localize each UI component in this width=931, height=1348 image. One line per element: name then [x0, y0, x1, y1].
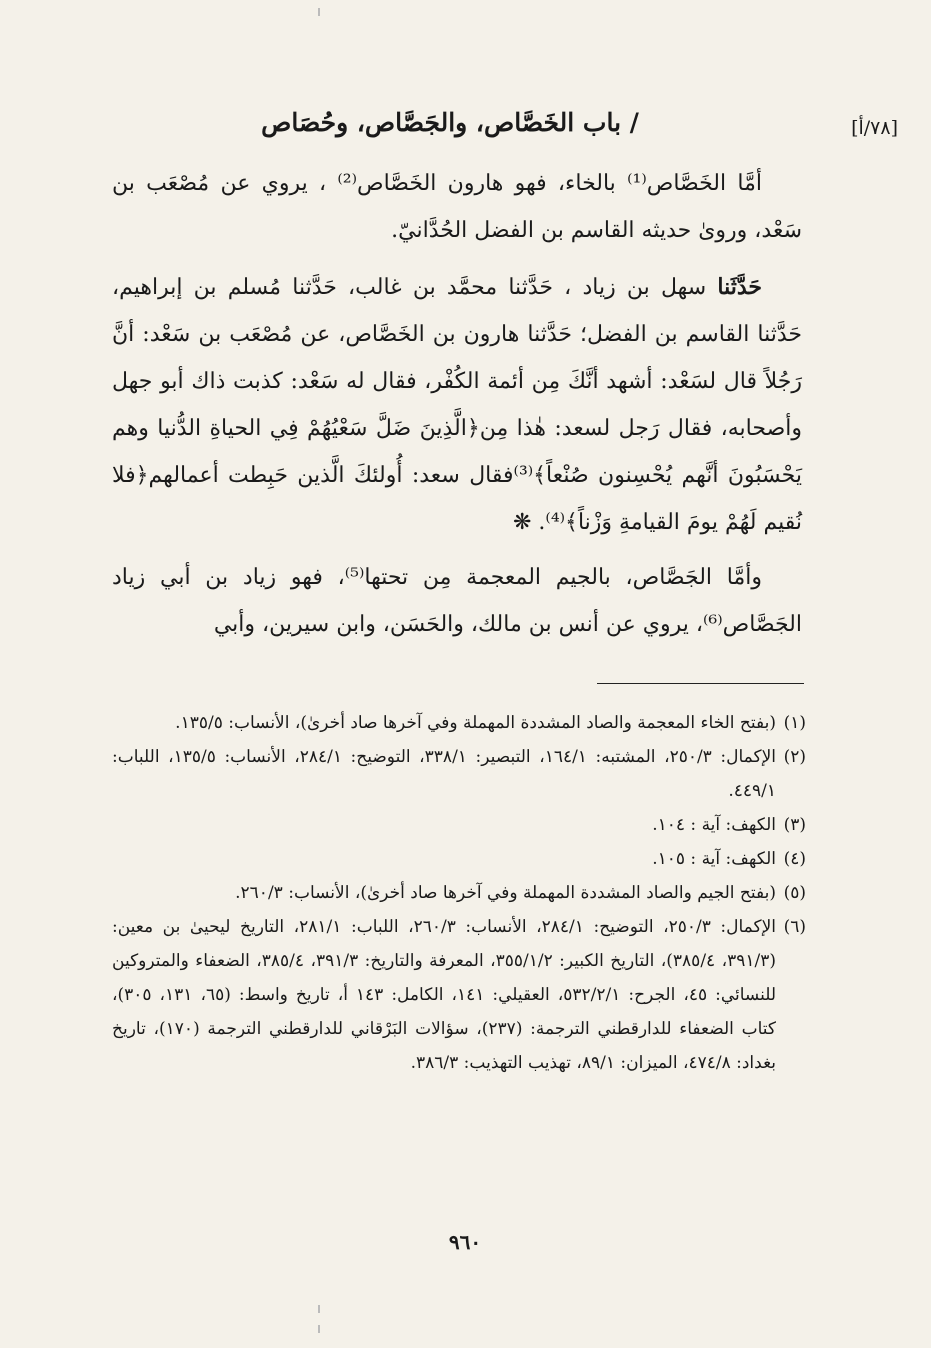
footnote-text: الإكمال: ٢٥٠/٣، التوضيح: ٢٨٤/١، الأنساب: ٢٦٠/٣، اللباب: ٢٨١/١، التاريخ ليحيىٰ بن معين: (٣٩١/٣، ٣٨٥/٤)، التاريخ الكبير: ٣٥٥/١/٢، المعرفة والتاريخ: ٣٩١/٣، ٣٨٥/٤، الضعفاء والمتروكين للنسائي: ٤٥، الجرح: ٥٣٢/٢/١، العقيلي: ١٤١، الكامل: ١٤٣ أ، تاريخ واسط: (٦٥، ١٣١، ٣٠٥)، كتاب الضعفاء للدارقطني الترجمة: (٢٣٧)، سؤالات البَرْقاني للدارقطني الترجمة (١٧٠)، تاريخ بغداد: ٤٧٤/٨، الميزان: ٨٩/١، تهذيب التهذيب: ٣٨٦/٣.	[112, 917, 777, 1073]
footnote-number: (٦)	[783, 917, 806, 937]
bleed-mark	[318, 1325, 320, 1333]
paragraph-khassas	[112, 160, 802, 254]
footnote-text: الإكمال: ٢٥٠/٣، المشتبه: ١٦٤/١، التبصير: ٣٣٨/١، التوضيح: ٢٨٤/١، الأنساب: ١٣٥/٥، اللباب: ٤٤٩/١.	[112, 747, 776, 801]
footnote-text: (بفتح الجيم والصاد المشددة المهملة وفي آخرها صاد أخرىٰ)، الأنساب: ٢٦٠/٣.	[235, 883, 776, 903]
footnote-text: الكهف: آية : ١٠٤.	[652, 815, 776, 835]
paragraph-jassas-text: وأمَّا الجَصَّاص، بالجيم المعجمة مِن تحتها⁽⁵⁾، فهو زياد بن أبي زياد الجَصَّاص⁽⁶⁾، يروي عن أنس بن مالك، والحَسَن، وابن سيرين، وأبي	[112, 565, 802, 637]
folio-marker: [٧٨/أ]	[851, 117, 898, 139]
footnote-2	[112, 740, 806, 808]
footnote-number: (٣)	[783, 815, 806, 835]
footnote-5	[112, 876, 806, 910]
paragraph-jassas	[112, 554, 802, 648]
footnote-separator	[597, 683, 804, 684]
paragraph-khassas-text: أمَّا الخَصَّاص⁽¹⁾ بالخاء، فهو هارون الخَصَّاص⁽²⁾ ، يروي عن مُصْعَب بن سَعْد، وروىٰ حديثه القاسم بن الفضل الحُدَّانيّ.	[112, 171, 802, 243]
footnote-4	[112, 842, 806, 876]
footnote-number: (٤)	[783, 849, 806, 869]
footnote-6	[112, 910, 806, 1080]
footnote-number: (٢)	[783, 747, 806, 767]
footnote-3	[112, 808, 806, 842]
haddathana-lead: حَدَّثَنا	[717, 274, 762, 300]
paragraph-hadith-text: سهل بن زياد ، حَدَّثنا محمَّد بن غالب، حَدَّثنا مُسلم بن إبراهيم، حَدَّثنا القاسم بن الفضل؛ حَدَّثنا هارون بن الخَصَّاص، عن مُصْعَب بن سَعْد: أنَّ رَجُلاً قال لسَعْد: أشهد أنَّكَ مِن أئمة الكُفْر، فقال له سَعْد: كذبت ذاك أبو جهل وأصحابه، فقال رَجل لسعد: هٰذا مِن﴿الَّذِينَ ضَلَّ سَعْيُهُمْ فِي الحياةِ الدُّنيا وهم يَحْسَبُونَ أنَّهم يُحْسِنون صُنْعاً﴾⁽³⁾فقال سعد: أُولئكَ الَّذين حَبِطت أعمالهم﴿فلا نُقيم لَهُمْ يومَ القيامةِ وَزْناً﴾⁽⁴⁾. ❋	[112, 275, 802, 535]
footnote-number: (١)	[783, 713, 806, 733]
bleed-mark	[318, 8, 320, 16]
footnote-text: الكهف: آية : ١٠٥.	[652, 849, 776, 869]
paragraph-hadith	[112, 264, 802, 546]
chapter-heading: / باب الخَصَّاص، والجَصَّاص، وحُصَاص	[261, 108, 639, 137]
footnote-1	[112, 706, 806, 740]
bleed-mark	[318, 1305, 320, 1313]
footnote-number: (٥)	[783, 883, 806, 903]
page-number: ٩٦٠	[448, 1230, 482, 1254]
footnotes	[112, 706, 806, 1080]
footnote-text: (بفتح الخاء المعجمة والصاد المشددة المهملة وفي آخرها صاد أخرىٰ)، الأنساب: ١٣٥/٥.	[175, 713, 776, 733]
